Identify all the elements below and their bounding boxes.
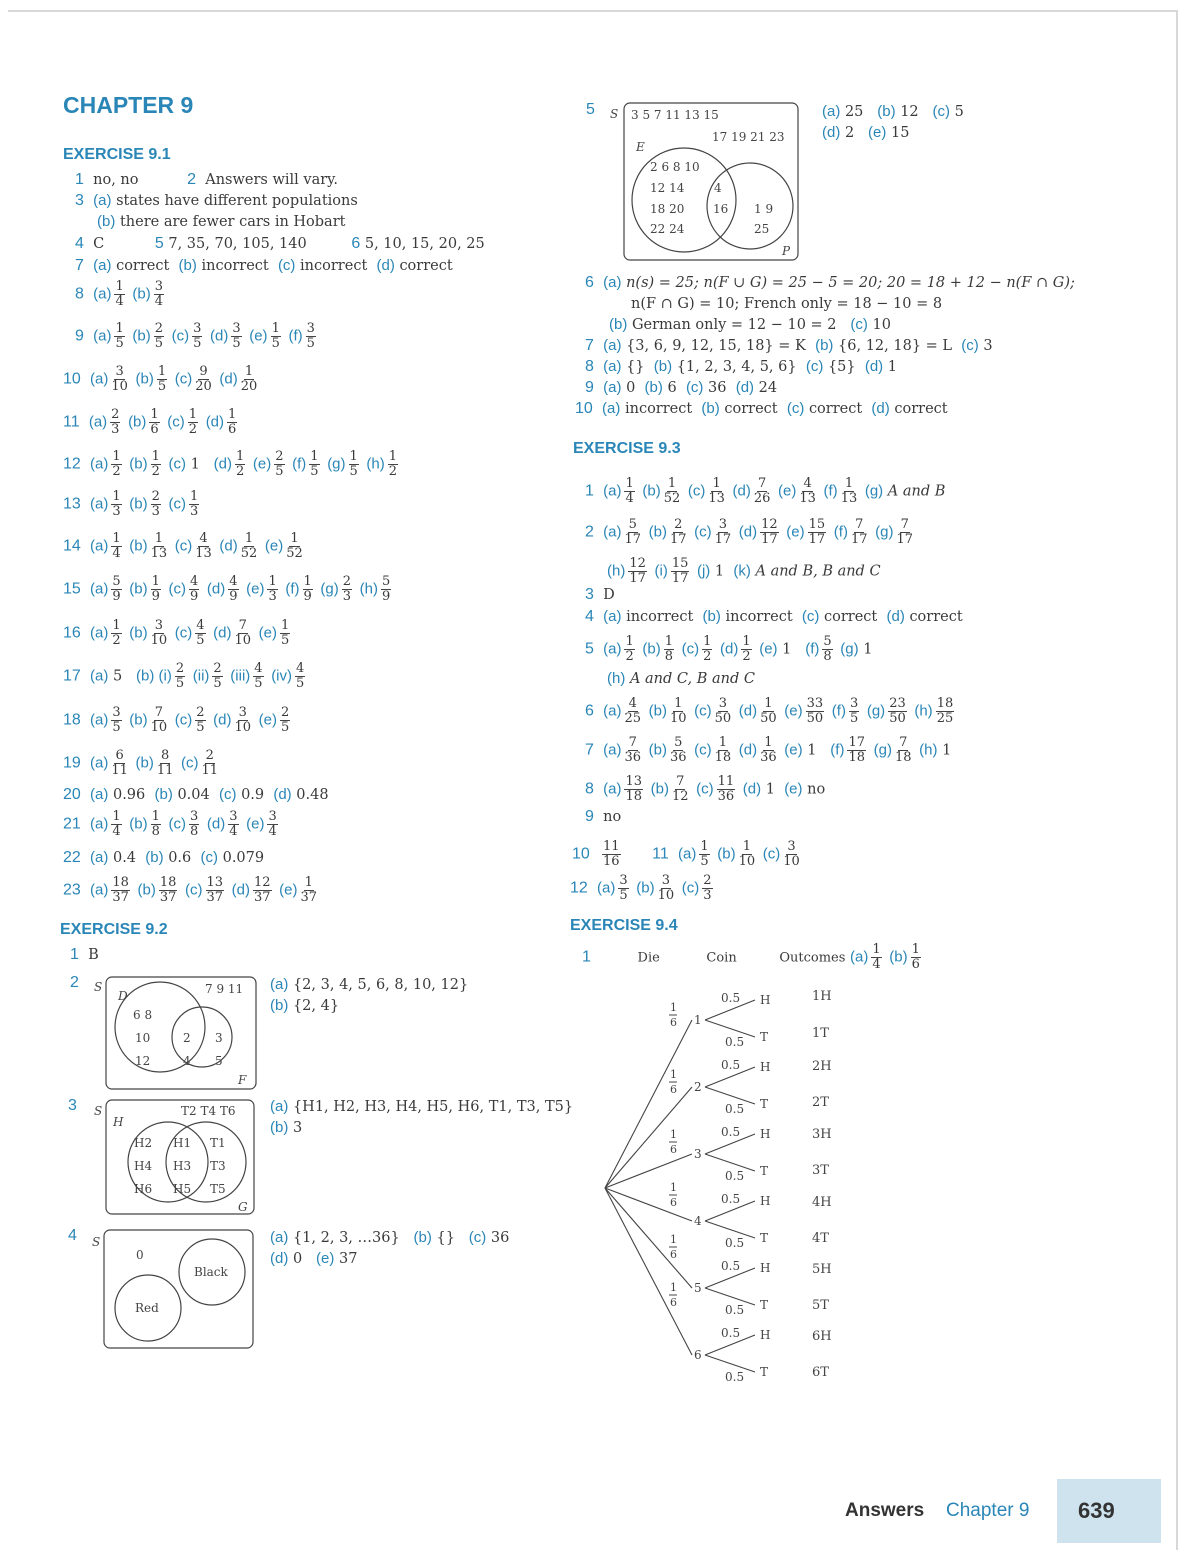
svg-text:25: 25 <box>754 222 770 236</box>
svg-text:6: 6 <box>670 1016 677 1029</box>
outcome-2h: 2H <box>812 1059 832 1074</box>
svg-text:4: 4 <box>714 181 722 195</box>
ex92-q6bc: (b) German only = 12 − 10 = 2 (c) 10 <box>609 316 891 333</box>
ex91-row-12: 12 (a) $\frac{1}{2}$ (b) $\frac{1}{2}$ (c) 1 (d) $\frac{1}{2}$ (e) $\frac{2}{5}$ (f) $\frac{1}{5}$ (g) $\frac{1}{5}$ (h) $\frac{1}{2}$ <box>63 449 398 479</box>
svg-text:H: H <box>760 1127 771 1141</box>
svg-text:E: E <box>636 140 645 154</box>
page-number: 639 <box>1078 1498 1115 1523</box>
exercise-9-1-heading: EXERCISE 9.1 <box>63 146 171 163</box>
venn-diagram-q3 <box>88 1096 263 1218</box>
ex91-row-14: 14 (a) $\frac{1}{4}$ (b) $\frac{1}{13}$ (c) $\frac{4}{13}$ (d) $\frac{1}{52}$ (e) $\frac{1}{52}$ <box>63 531 303 561</box>
outcome-3t: 3T <box>812 1163 829 1178</box>
svg-text:H5: H5 <box>173 1182 192 1196</box>
ex91-row-3b: (b) there are fewer cars in Hobart <box>97 213 346 230</box>
svg-text:T: T <box>760 1365 769 1379</box>
ex92-q4de: (d) 0 (e) 37 <box>270 1250 358 1267</box>
svg-text:4: 4 <box>183 1054 191 1068</box>
svg-text:6: 6 <box>670 1196 677 1209</box>
exercise-9-3-heading: EXERCISE 9.3 <box>573 440 681 457</box>
ex93-row-6: 6 (a) $\frac{4}{25}$ (b) $\frac{1}{10}$ (c) $\frac{3}{50}$ (d) $\frac{1}{50}$ (e) $\frac{33}{50}$ (f) $\frac{3}{5}$ (g) $\frac{23}{50}$ (h) $\frac{18}{25}$ <box>585 696 954 726</box>
ex91-row-19: 19 (a) $\frac{6}{11}$ (b) $\frac{8}{11}$ (c) $\frac{2}{11}$ <box>63 748 219 778</box>
svg-text:T: T <box>760 1030 769 1044</box>
ex91-row-8: 8 (a) $\frac{1}{4}$ (b) $\frac{3}{4}$ <box>75 279 163 309</box>
venn-diagram-q2 <box>88 972 263 1094</box>
svg-text:5: 5 <box>694 1281 702 1295</box>
svg-text:T3: T3 <box>210 1159 226 1173</box>
svg-text:H: H <box>760 1328 771 1342</box>
svg-text:S: S <box>94 1104 103 1118</box>
ex91-row-1-2: 1 no, no 2 Answers will vary. <box>75 171 339 188</box>
ex92-q3-number: 3 <box>68 1097 77 1114</box>
ex91-row-7: 7 (a) correct (b) incorrect (c) incorrect (d) correct <box>75 257 453 274</box>
svg-text:4: 4 <box>694 1214 702 1228</box>
footer-answers: Answers <box>845 1500 925 1521</box>
svg-text:17 19 21 23: 17 19 21 23 <box>712 130 785 144</box>
svg-text:0.5: 0.5 <box>725 1370 745 1384</box>
outcome-2t: 2T <box>812 1095 829 1110</box>
venn-diagram-q5 <box>606 98 802 264</box>
ex91-row-21: 21 (a) $\frac{1}{4}$ (b) $\frac{1}{8}$ (c) $\frac{3}{8}$ (d) $\frac{3}{4}$ (e) $\frac{3}{4}$ <box>63 809 277 839</box>
svg-text:3: 3 <box>215 1031 223 1045</box>
svg-text:2: 2 <box>694 1080 702 1094</box>
svg-text:H: H <box>760 1060 771 1074</box>
svg-text:Black: Black <box>194 1265 228 1279</box>
svg-text:H4: H4 <box>134 1159 153 1173</box>
ex91-row-23: 23 (a) $\frac{18}{37}$ (b) $\frac{18}{37}$ (c) $\frac{13}{37}$ (d) $\frac{12}{37}$ (e) $\frac{1}{37}$ <box>63 875 318 905</box>
ex92-q9: 9 (a) 0 (b) 6 (c) 36 (d) 24 <box>585 379 778 396</box>
ex91-row-20: 20 (a) 0.96 (b) 0.04 (c) 0.9 (d) 0.48 <box>63 786 329 803</box>
ex91-row-16: 16 (a) $\frac{1}{2}$ (b) $\frac{3}{10}$ (c) $\frac{4}{5}$ (d) $\frac{7}{10}$ (e) $\frac{1}{5}$ <box>63 618 290 648</box>
ex92-q7: 7 (a) {3, 6, 9, 12, 15, 18} = K (b) {6, 12, 18} = L (c) 3 <box>585 337 993 354</box>
svg-text:H: H <box>760 1261 771 1275</box>
ex92-q10: 10 (a) incorrect (b) correct (c) correct (d) correct <box>575 400 948 417</box>
ex92-q6a-cont: n(F ∩ G) = 10; French only = 18 − 10 = 8 <box>631 296 943 312</box>
svg-text:1: 1 <box>670 1068 677 1081</box>
svg-text:1: 1 <box>670 1233 677 1246</box>
ex93-row-3: 3 D <box>585 586 615 603</box>
ex92-q8: 8 (a) {} (b) {1, 2, 3, 4, 5, 6} (c) {5} (d) 1 <box>585 358 898 375</box>
exercise-9-4-heading: EXERCISE 9.4 <box>570 917 678 934</box>
svg-text:D: D <box>118 989 128 1003</box>
svg-text:5: 5 <box>215 1054 223 1068</box>
ex92-q5-abc: (a) 25 (b) 12 (c) 5 <box>822 103 964 120</box>
ex91-row-10: 10 (a) $\frac{3}{10}$ (b) $\frac{1}{5}$ (c) $\frac{9}{20}$ (d) $\frac{1}{20}$ <box>63 364 258 394</box>
ex91-row-17: 17 (a) 5 (b) (i) $\frac{2}{5}$ (ii) $\frac{2}{5}$ (iii) $\frac{4}{5}$ (iv) $\frac{4}{5}$ <box>63 661 305 691</box>
svg-text:H2: H2 <box>134 1136 153 1150</box>
outcome-4t: 4T <box>812 1231 829 1246</box>
svg-text:0: 0 <box>136 1248 144 1262</box>
ex92-q3b: (b) 3 <box>270 1119 303 1136</box>
svg-text:0.5: 0.5 <box>721 1125 741 1139</box>
ex91-row-4-6: 4 C 5 7, 35, 70, 105, 140 6 5, 10, 15, 20, 25 <box>75 235 485 252</box>
ex91-row-11: 11 (a) $\frac{2}{3}$ (b) $\frac{1}{6}$ (c) $\frac{1}{2}$ (d) $\frac{1}{6}$ <box>63 407 237 437</box>
svg-text:1: 1 <box>694 1013 702 1027</box>
svg-text:16: 16 <box>713 202 729 216</box>
ex92-q2b: (b) {2, 4} <box>270 997 340 1014</box>
svg-text:3 5 7 11 13 15: 3 5 7 11 13 15 <box>631 108 719 122</box>
svg-text:18 20: 18 20 <box>650 202 685 216</box>
svg-text:T1: T1 <box>210 1136 226 1150</box>
svg-text:6: 6 <box>670 1143 677 1156</box>
svg-text:H: H <box>113 1115 124 1129</box>
outcome-1t: 1T <box>812 1026 829 1041</box>
svg-text:H: H <box>760 1194 771 1208</box>
ex93-row-1: 1 (a) $\frac{1}{4}$ (b) $\frac{1}{52}$ (c) $\frac{1}{13}$ (d) $\frac{7}{26}$ (e) $\frac{4}{13}$ (f) $\frac{1}{13}$ (g) A and B <box>585 476 946 506</box>
svg-text:H1: H1 <box>173 1136 192 1150</box>
svg-text:0.5: 0.5 <box>725 1303 745 1317</box>
svg-text:F: F <box>238 1073 247 1087</box>
svg-text:6: 6 <box>670 1083 677 1096</box>
svg-text:0.5: 0.5 <box>725 1236 745 1250</box>
ex93-row-12: 12 (a) $\frac{3}{5}$ (b) $\frac{3}{10}$ (c) $\frac{2}{3}$ <box>570 873 712 903</box>
ex93-row-10-11: 10 $\frac{11}{16}$ 11 (a) $\frac{1}{5}$ (b) $\frac{1}{10}$ (c) $\frac{3}{10}$ <box>572 839 800 869</box>
svg-text:3: 3 <box>694 1147 702 1161</box>
exercise-9-2-heading: EXERCISE 9.2 <box>60 921 168 938</box>
ex91-row-9: 9 (a) $\frac{1}{5}$ (b) $\frac{2}{5}$ (c) $\frac{3}{5}$ (d) $\frac{3}{5}$ (e) $\frac{1}{5}$ (f) $\frac{3}{5}$ <box>75 321 315 351</box>
svg-text:0.5: 0.5 <box>725 1169 745 1183</box>
ex92-q4abc: (a) {1, 2, 3, …36} (b) {} (c) 36 <box>270 1229 510 1246</box>
ex93-row-5-cont: (h) A and C, B and C <box>607 670 755 687</box>
outcome-4h: 4H <box>812 1195 832 1210</box>
svg-text:T: T <box>760 1298 769 1312</box>
svg-text:T5: T5 <box>210 1182 226 1196</box>
ex92-row-1: 1 B <box>70 946 99 963</box>
ex92-q5-number: 5 <box>586 101 595 118</box>
svg-text:0.5: 0.5 <box>721 991 741 1005</box>
svg-text:6: 6 <box>694 1348 702 1362</box>
ex94-row-1: 1 Die Coin Outcomes (a) $\frac{1}{4}$ (b) $\frac{1}{6}$ <box>582 942 920 972</box>
svg-text:0.5: 0.5 <box>721 1192 741 1206</box>
svg-text:S: S <box>610 107 619 121</box>
ex92-q5-de: (d) 2 (e) 15 <box>822 124 910 141</box>
svg-text:S: S <box>94 980 103 994</box>
outcome-1h: 1H <box>812 989 832 1004</box>
svg-text:0.5: 0.5 <box>721 1326 741 1340</box>
svg-text:G: G <box>238 1200 248 1214</box>
ex92-q3a: (a) {H1, H2, H3, H4, H5, H6, T1, T3, T5} <box>270 1098 574 1115</box>
svg-text:10: 10 <box>135 1031 151 1045</box>
outcome-5h: 5H <box>812 1262 832 1277</box>
svg-text:T: T <box>760 1231 769 1245</box>
svg-text:6 8: 6 8 <box>133 1008 153 1022</box>
ex93-row-2-cont: (h) $\frac{12}{17}$ (i) $\frac{15}{17}$ (j) 1 (k) A and B, B and C <box>607 556 881 586</box>
ex93-row-7: 7 (a) $\frac{7}{36}$ (b) $\frac{5}{36}$ (c) $\frac{1}{18}$ (d) $\frac{1}{36}$ (e) 1 (f) $\frac{17}{18}$ (g) $\frac{7}{18}$ (h) 1 <box>585 735 952 765</box>
svg-text:6: 6 <box>670 1296 677 1309</box>
svg-text:2: 2 <box>183 1031 191 1045</box>
svg-text:T: T <box>760 1097 769 1111</box>
ex93-row-5: 5 (a) $\frac{1}{2}$ (b) $\frac{1}{8}$ (c) $\frac{1}{2}$ (d) $\frac{1}{2}$ (e) 1 (f) $\frac{5}{8}$ (g) 1 <box>585 634 873 664</box>
svg-text:H3: H3 <box>173 1159 192 1173</box>
svg-text:0.5: 0.5 <box>725 1102 745 1116</box>
ex93-row-8: 8 (a) $\frac{13}{18}$ (b) $\frac{7}{12}$ (c) $\frac{11}{36}$ (d) 1 (e) no <box>585 774 826 804</box>
svg-text:Red: Red <box>135 1301 159 1315</box>
svg-text:12: 12 <box>135 1054 151 1068</box>
svg-text:6: 6 <box>670 1248 677 1261</box>
svg-text:1: 1 <box>670 1181 677 1194</box>
svg-text:22 24: 22 24 <box>650 222 685 236</box>
ex92-q6a: 6 (a) n(s) = 25; n(F ∪ G) = 25 − 5 = 20; 20 = 18 + 12 − n(F ∩ G); <box>585 274 1075 291</box>
svg-text:H: H <box>760 993 771 1007</box>
svg-text:0.5: 0.5 <box>721 1259 741 1273</box>
svg-text:S: S <box>92 1235 101 1249</box>
svg-text:1: 1 <box>670 1128 677 1141</box>
ex92-q2a: (a) {2, 3, 4, 5, 6, 8, 10, 12} <box>270 976 469 993</box>
footer-chapter: Chapter 9 <box>946 1500 1030 1521</box>
svg-text:0.5: 0.5 <box>725 1035 745 1049</box>
svg-text:1 9: 1 9 <box>754 202 774 216</box>
ex93-row-2: 2 (a) $\frac{5}{17}$ (b) $\frac{2}{17}$ (c) $\frac{3}{17}$ (d) $\frac{12}{17}$ (e) $\frac{15}{17}$ (f) $\frac{7}{17}$ (g) $\frac{7}{17}$ <box>585 517 913 547</box>
venn-diagram-q4 <box>88 1226 263 1352</box>
svg-text:1: 1 <box>670 1281 677 1294</box>
svg-text:2 6 8 10: 2 6 8 10 <box>650 160 700 174</box>
svg-text:12 14: 12 14 <box>650 181 685 195</box>
svg-text:1: 1 <box>670 1001 677 1014</box>
svg-text:P: P <box>782 244 791 258</box>
ex93-row-4: 4 (a) incorrect (b) incorrect (c) correct (d) correct <box>585 608 963 625</box>
ex91-row-15: 15 (a) $\frac{5}{9}$ (b) $\frac{1}{9}$ (c) $\frac{4}{9}$ (d) $\frac{4}{9}$ (e) $\frac{1}{3}$ (f) $\frac{1}{9}$ (g) $\frac{2}{3}$ (h) $\frac{5}{9}$ <box>63 574 391 604</box>
ex92-q2-number: 2 <box>70 974 79 991</box>
outcome-6h: 6H <box>812 1329 832 1344</box>
svg-text:T: T <box>760 1164 769 1178</box>
ex91-row-13: 13 (a) $\frac{1}{3}$ (b) $\frac{2}{3}$ (c) $\frac{1}{3}$ <box>63 489 199 519</box>
outcome-5t: 5T <box>812 1298 829 1313</box>
svg-text:H6: H6 <box>134 1182 153 1196</box>
ex93-row-9: 9 no <box>585 808 622 825</box>
ex92-q4-number: 4 <box>68 1227 77 1244</box>
ex91-row-3: 3 (a) states have different populations <box>75 192 358 209</box>
outcome-3h: 3H <box>812 1127 832 1142</box>
svg-text:0.5: 0.5 <box>721 1058 741 1072</box>
chapter-title: CHAPTER 9 <box>63 92 194 118</box>
ex91-row-22: 22 (a) 0.4 (b) 0.6 (c) 0.079 <box>63 849 265 866</box>
ex91-row-18: 18 (a) $\frac{3}{5}$ (b) $\frac{7}{10}$ (c) $\frac{2}{5}$ (d) $\frac{3}{10}$ (e) $\frac{2}{5}$ <box>63 705 290 735</box>
svg-text:T2 T4 T6: T2 T4 T6 <box>181 1104 236 1118</box>
svg-text:7 9 11: 7 9 11 <box>205 982 244 996</box>
outcome-6t: 6T <box>812 1365 829 1380</box>
